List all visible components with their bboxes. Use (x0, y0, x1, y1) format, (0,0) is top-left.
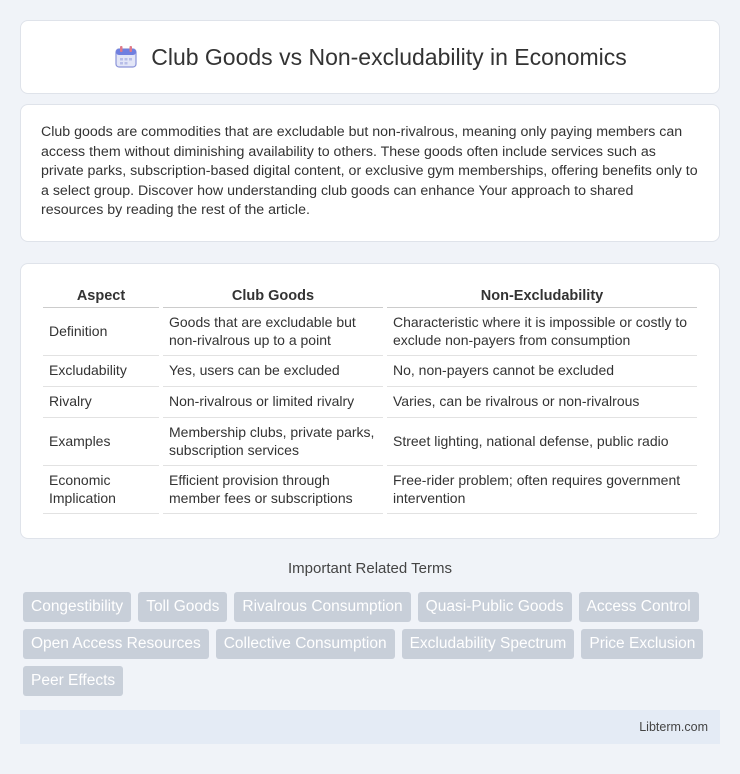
table-header-row (43, 284, 697, 308)
related-term-tag[interactable]: Toll Goods (138, 592, 227, 622)
table-cell: Street lighting, national defense, public radio (387, 418, 697, 466)
related-terms-title: Important Related Terms (288, 560, 452, 577)
table-row (43, 356, 697, 387)
related-term-tag[interactable]: Congestibility (23, 592, 131, 622)
table-row (43, 418, 697, 466)
table-cell: Non-rivalrous or limited rivalry (163, 387, 383, 418)
table-cell: Excludability (43, 356, 159, 387)
table-cell: Rivalry (43, 387, 159, 418)
table-cell: Definition (43, 308, 159, 356)
calendar-icon (113, 44, 139, 70)
related-term-tag[interactable]: Excludability Spectrum (402, 629, 575, 659)
page-title: Club Goods vs Non-excludability in Economics (151, 43, 627, 70)
table-row (43, 387, 697, 418)
table-cell: Goods that are excludable but non-rivalrous up to a point (163, 308, 383, 356)
column-header: Non-Excludability (387, 284, 697, 308)
title-card (20, 20, 720, 94)
table-cell: Efficient provision through member fees or subscriptions (163, 466, 383, 514)
related-term-tag[interactable]: Price Exclusion (581, 629, 703, 659)
table-row (43, 308, 697, 356)
intro-card (20, 104, 720, 242)
related-term-tag[interactable]: Access Control (579, 592, 699, 622)
table-cell: Yes, users can be excluded (163, 356, 383, 387)
footer (20, 710, 720, 744)
footer-brand[interactable]: Libterm.com (639, 720, 708, 734)
comparison-card (20, 263, 720, 539)
table-cell: Characteristic where it is impossible or costly to exclude non-payers from consumption (387, 308, 697, 356)
intro-text: Club goods are commodities that are excludable but non-rivalrous, meaning only paying members can access them without diminishing availability to others. These goods often include services such as private parks, subscription-based digital content, or exclusive gym memberships, offering benefits only to a select group. Discover how understanding club goods can enhance Your approach to shared resources by reading the rest of the article. (41, 124, 698, 219)
table-cell: Membership clubs, private parks, subscription services (163, 418, 383, 466)
table-cell: No, non-payers cannot be excluded (387, 356, 697, 387)
column-header: Aspect (43, 284, 159, 308)
related-term-tag[interactable]: Collective Consumption (216, 629, 395, 659)
table-row (43, 466, 697, 514)
related-terms-list (23, 592, 723, 703)
table-cell: Varies, can be rivalrous or non-rivalrous (387, 387, 697, 418)
related-term-tag[interactable]: Rivalrous Consumption (234, 592, 410, 622)
comparison-table (39, 284, 701, 514)
column-header: Club Goods (163, 284, 383, 308)
table-cell: Economic Implication (43, 466, 159, 514)
related-term-tag[interactable]: Quasi-Public Goods (418, 592, 572, 622)
related-term-tag[interactable]: Open Access Resources (23, 629, 209, 659)
related-term-tag[interactable]: Peer Effects (23, 666, 123, 696)
table-cell: Examples (43, 418, 159, 466)
table-cell: Free-rider problem; often requires government intervention (387, 466, 697, 514)
